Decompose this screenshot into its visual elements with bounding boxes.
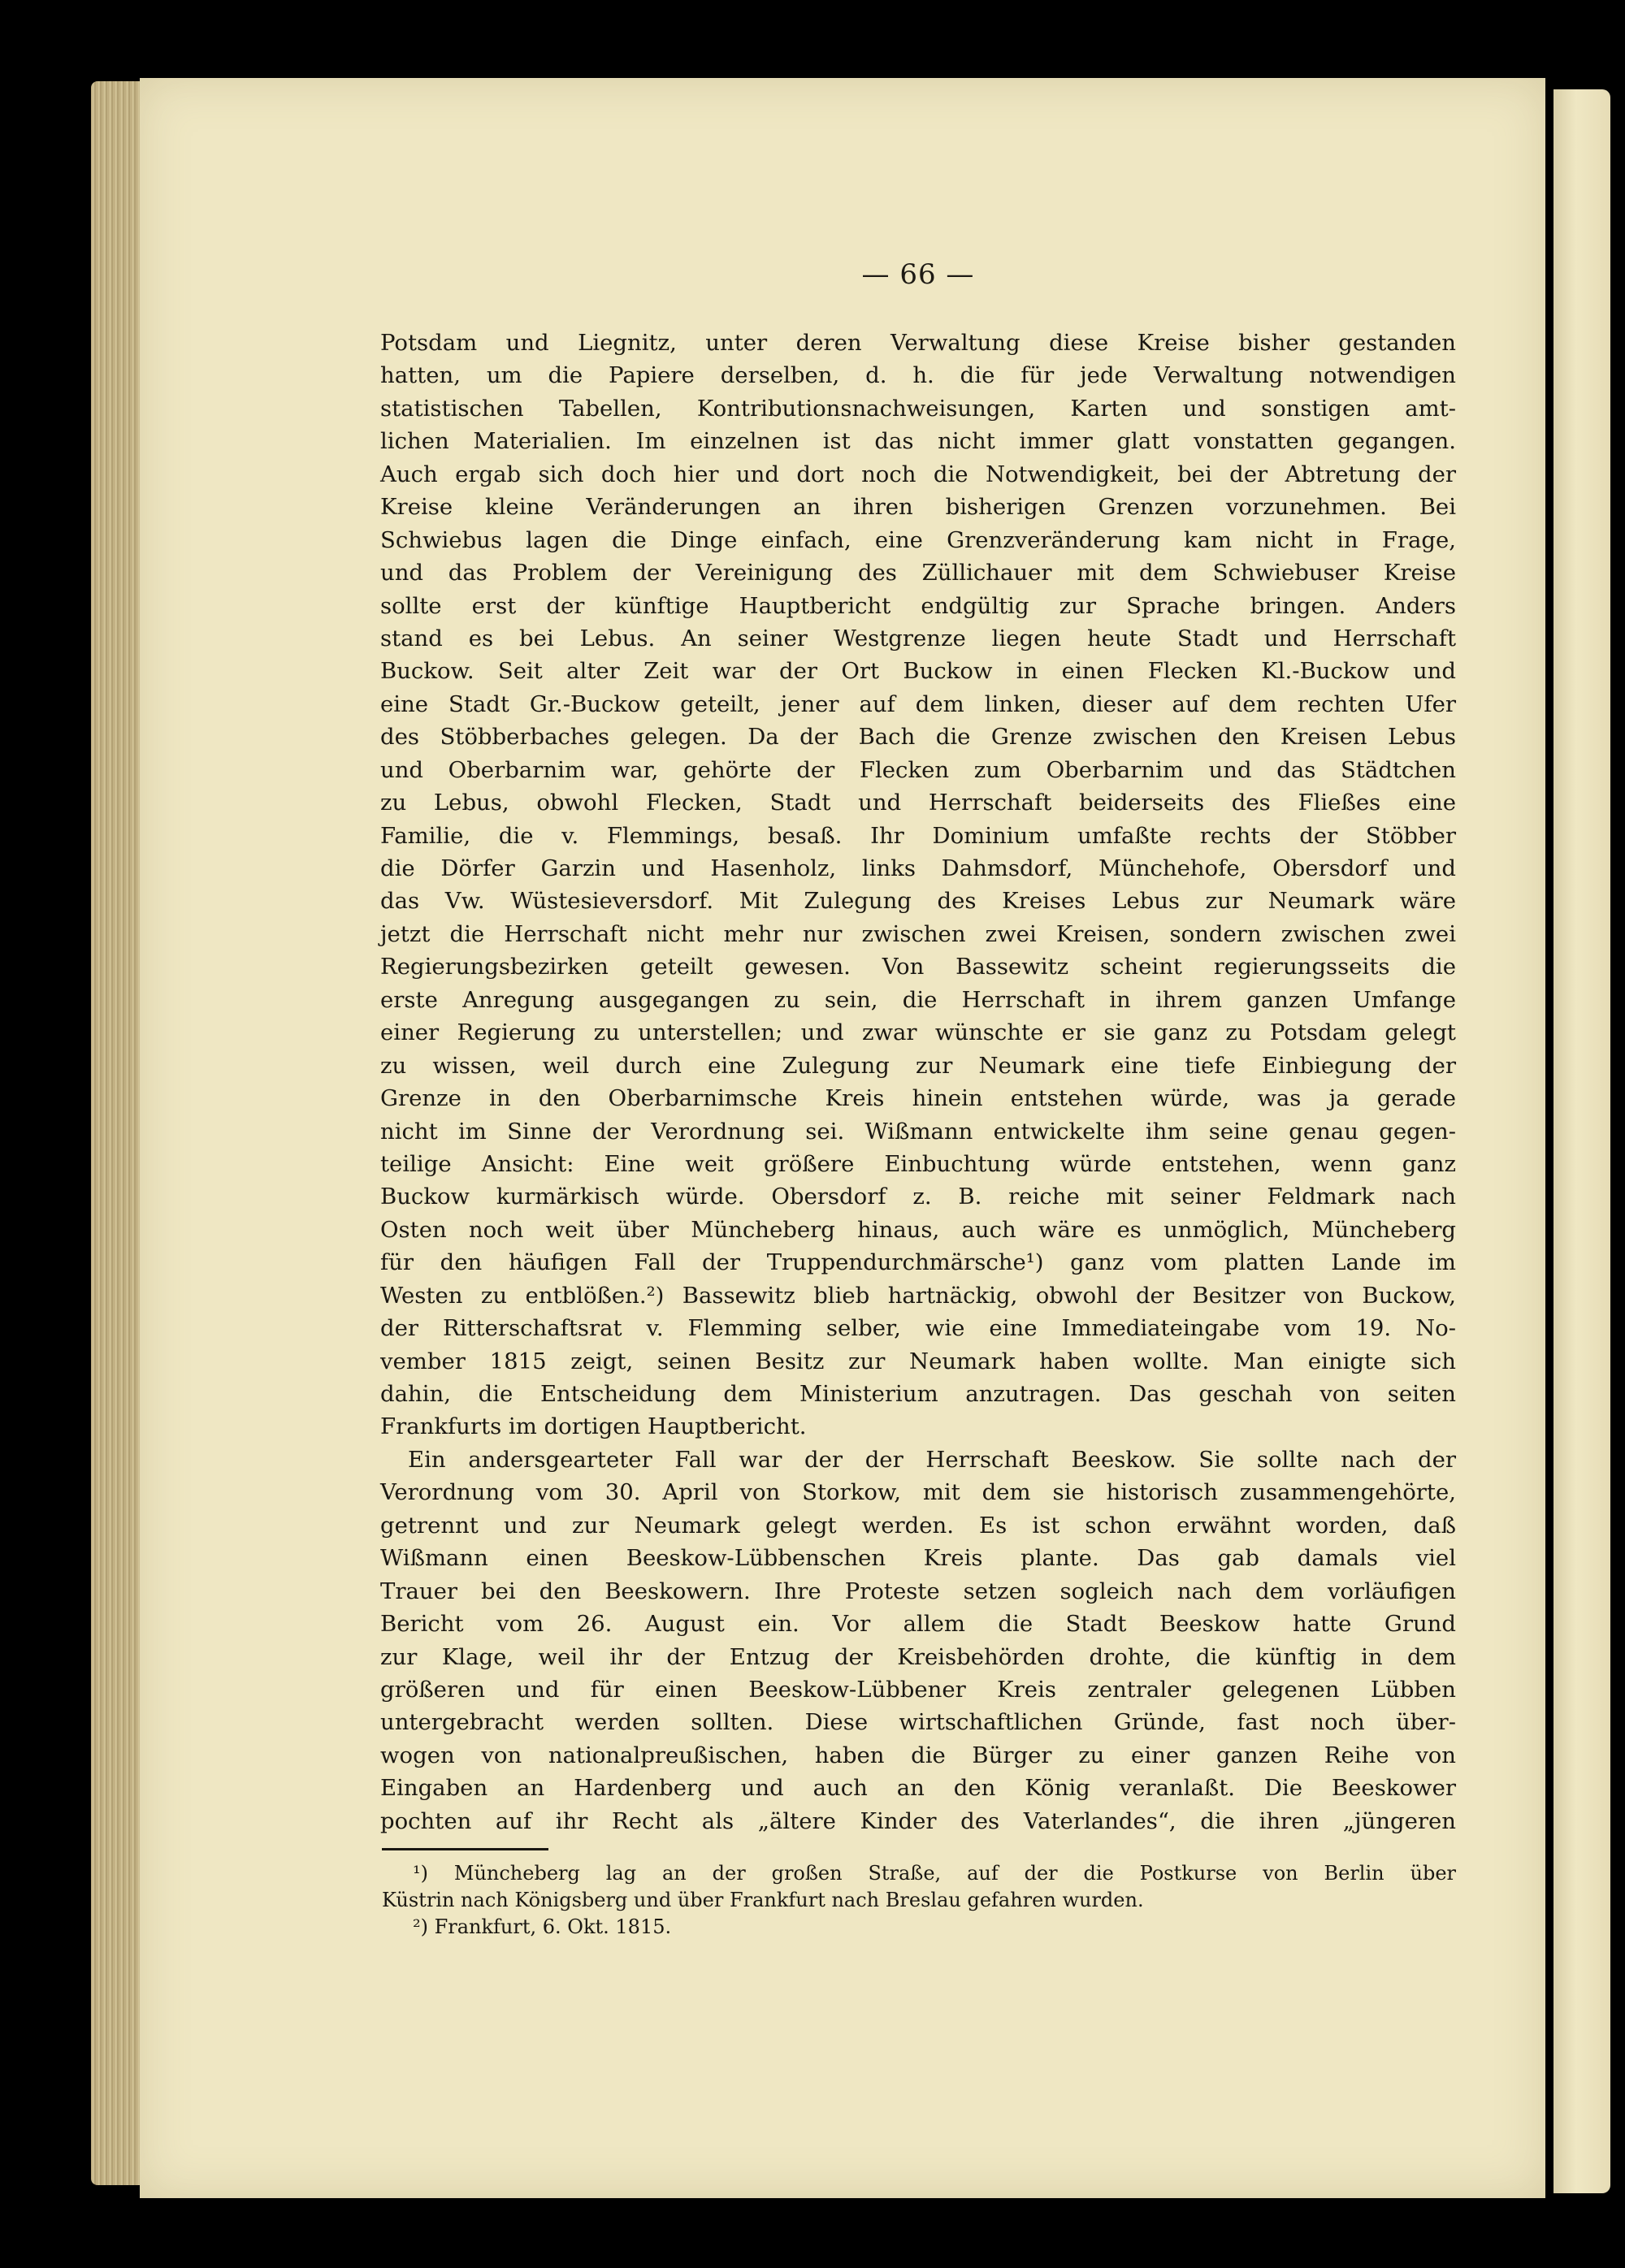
text-line: Osten noch weit über Müncheberg hinaus, auch wäre es unmöglich, Müncheberg: [380, 1216, 1456, 1243]
text-line: Westen zu entblößen.²) Bassewitz blieb hartnäckig, obwohl der Besitzer von Buckow,: [380, 1282, 1456, 1309]
text-line: Grenze in den Oberbarnimsche Kreis hinein entstehen würde, was ja gerade: [380, 1085, 1456, 1112]
text-line: größeren und für einen Beeskow-Lübbener Kreis zentraler gelegenen Lübben: [380, 1676, 1456, 1703]
text-line: Potsdam und Liegnitz, unter deren Verwaltung diese Kreise bisher gestanden: [380, 330, 1456, 356]
text-line: die Dörfer Garzin und Hasenholz, links Dahmsdorf, Münchehofe, Obersdorf und: [380, 855, 1456, 881]
text-line: Verordnung vom 30. April von Storkow, mit dem sie historisch zusammengehörte,: [380, 1479, 1456, 1506]
text-line: Buckow. Seit alter Zeit war der Ort Buckow in einen Flecken Kl.-Buckow und: [380, 658, 1456, 685]
footnotes: [382, 1860, 1456, 1941]
text-line: zu Lebus, obwohl Flecken, Stadt und Herrschaft beiderseits des Fließes eine: [380, 790, 1456, 816]
text-line: Familie, die v. Flemmings, besaß. Ihr Dominium umfaßte rechts der Stöbber: [380, 822, 1456, 849]
footnote-divider: [382, 1848, 548, 1850]
text-line: statistischen Tabellen, Kontributionsnachweisungen, Karten und sonstigen amt-: [380, 395, 1456, 422]
text-line: Buckow kurmärkisch würde. Obersdorf z. B. reiche mit seiner Feldmark nach: [380, 1184, 1456, 1210]
text-line: Bericht vom 26. August ein. Vor allem die Stadt Beeskow hatte Grund: [380, 1611, 1456, 1638]
text-line: Schwiebus lagen die Dinge einfach, eine Grenzveränderung kam nicht in Frage,: [380, 526, 1456, 553]
paragraph-start-line: Ein andersgearteter Fall war der der Herrschaft Beeskow. Sie sollte nach der: [408, 1446, 1456, 1473]
text-line: Eingaben an Hardenberg und auch an den König veranlaßt. Die Beeskower: [380, 1775, 1456, 1802]
text-line: Trauer bei den Beeskowern. Ihre Proteste setzen sogleich nach dem vorläufigen: [380, 1578, 1456, 1604]
text-line: Kreise kleine Veränderungen an ihren bisherigen Grenzen vorzunehmen. Bei: [380, 494, 1456, 521]
text-line: Wißmann einen Beeskow-Lübbenschen Kreis plante. Das gab damals viel: [380, 1545, 1456, 1572]
text-line: pochten auf ihr Recht als „ältere Kinder des Vaterlandes“, die ihren „jüngeren: [380, 1807, 1456, 1834]
text-line: des Stöbberbaches gelegen. Da der Bach die Grenze zwischen den Kreisen Lebus: [380, 724, 1456, 751]
facing-page-edge: [1554, 89, 1610, 2193]
text-line: vember 1815 zeigt, seinen Besitz zur Neumark haben wollte. Man einigte sich: [380, 1348, 1456, 1374]
text-line: Regierungsbezirken geteilt gewesen. Von Bassewitz scheint regierungsseits die: [380, 954, 1456, 980]
text-line: getrennt und zur Neumark gelegt werden. Es ist schon erwähnt worden, daß: [380, 1512, 1456, 1539]
text-line: zu wissen, weil durch eine Zulegung zur Neumark eine tiefe Einbiegung der: [380, 1052, 1456, 1079]
text-line: nicht im Sinne der Verordnung sei. Wißmann entwickelte ihm seine genau gegen-: [380, 1118, 1456, 1145]
text-line: eine Stadt Gr.-Buckow geteilt, jener auf dem linken, dieser auf dem rechten Ufer: [380, 690, 1456, 717]
text-line: stand es bei Lebus. An seiner Westgrenze liegen heute Stadt und Herrschaft: [380, 625, 1456, 651]
text-line: das Vw. Wüstesieversdorf. Mit Zulegung des Kreises Lebus zur Neumark wäre: [380, 888, 1456, 915]
text-line: hatten, um die Papiere derselben, d. h. die für jede Verwaltung notwendigen: [380, 362, 1456, 389]
footnote-2: ²) Frankfurt, 6. Okt. 1815.: [413, 1915, 672, 1938]
footnote-1-line: ¹) Müncheberg lag an der großen Straße, auf der die Postkurse von Berlin über: [413, 1862, 1456, 1885]
text-line: dahin, die Entscheidung dem Ministerium anzutragen. Das geschah von seiten: [380, 1381, 1456, 1407]
text-line: zur Klage, weil ihr der Entzug der Kreisbehörden drohte, die künftig in dem: [380, 1643, 1456, 1670]
text-line: einer Regierung zu unterstellen; und zwar wünschte er sie ganz zu Potsdam gelegt: [380, 1019, 1456, 1046]
text-line: und das Problem der Vereinigung des Züllichauer mit dem Schwiebuser Kreise: [380, 560, 1456, 586]
page-number: — 66 —: [861, 258, 975, 291]
text-line: Auch ergab sich doch hier und dort noch die Notwendigkeit, bei der Abtretung der: [380, 461, 1456, 487]
text-line: jetzt die Herrschaft nicht mehr nur zwischen zwei Kreisen, sondern zwischen zwei: [380, 920, 1456, 947]
text-line: teilige Ansicht: Eine weit größere Einbuchtung würde entstehen, wenn ganz: [380, 1150, 1456, 1177]
text-line: der Ritterschaftsrat v. Flemming selber, wie eine Immediateingabe vom 19. No-: [380, 1315, 1456, 1342]
text-line: lichen Materialien. Im einzelnen ist das nicht immer glatt vonstatten gegangen.: [380, 428, 1456, 455]
paragraph-end-line: Frankfurts im dortigen Hauptbericht.: [380, 1413, 807, 1440]
text-line: erste Anregung ausgegangen zu sein, die Herrschaft in ihrem ganzen Umfange: [380, 986, 1456, 1013]
text-line: sollte erst der künftige Hauptbericht endgültig zur Sprache bringen. Anders: [380, 592, 1456, 619]
text-line: untergebracht werden sollten. Diese wirtschaftlichen Gründe, fast noch über-: [380, 1709, 1456, 1736]
footnote-1-continuation: Küstrin nach Königsberg und über Frankfurt nach Breslau gefahren wurden.: [382, 1889, 1144, 1911]
text-line: und Oberbarnim war, gehörte der Flecken zum Oberbarnim und das Städtchen: [380, 756, 1456, 783]
body-text: [380, 327, 1456, 1837]
text-line: wogen von nationalpreußischen, haben die Bürger zu einer ganzen Reihe von: [380, 1742, 1456, 1768]
text-line: für den häufigen Fall der Truppendurchmärsche¹) ganz vom platten Lande im: [380, 1249, 1456, 1276]
